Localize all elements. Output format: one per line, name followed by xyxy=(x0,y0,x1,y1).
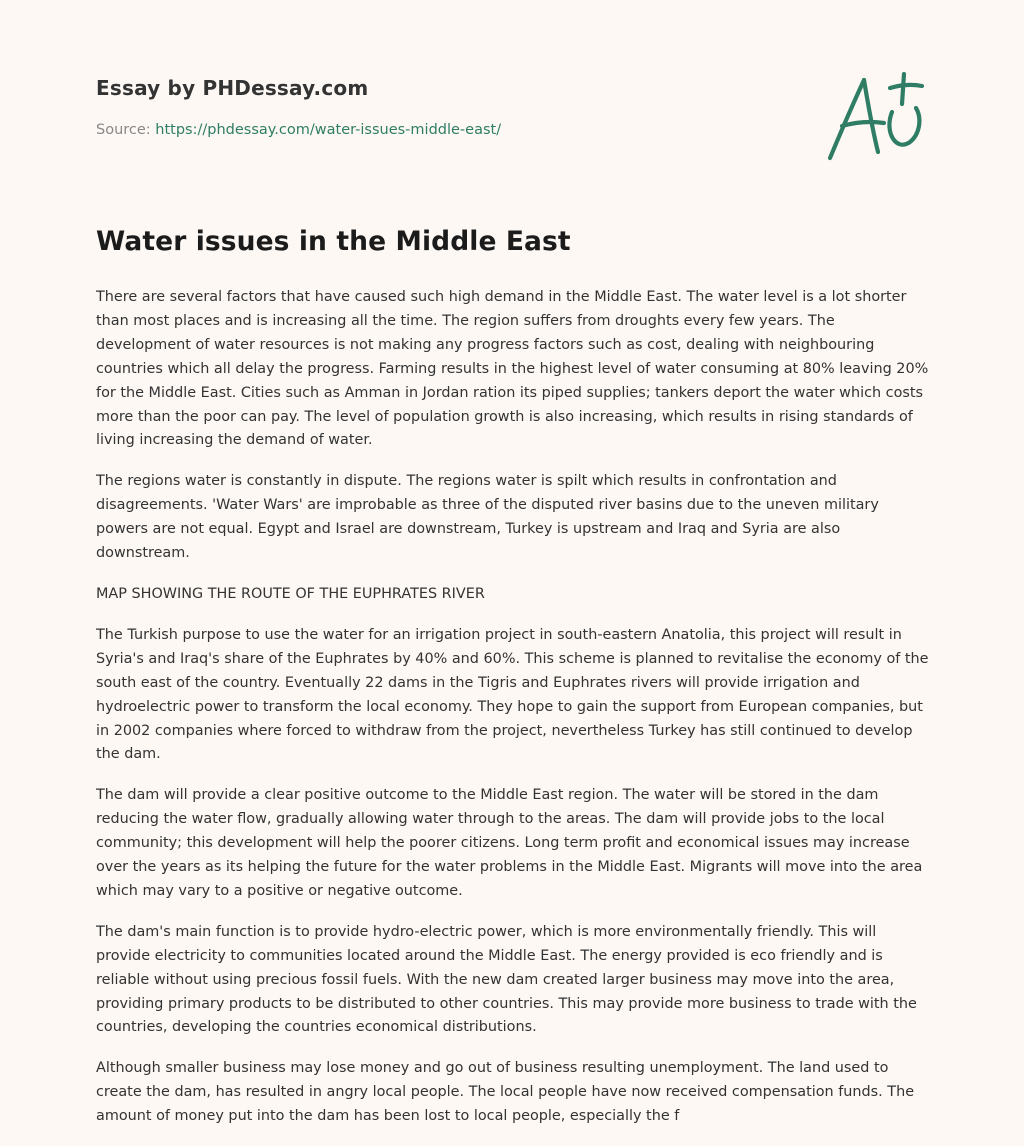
essay-paragraph: The regions water is constantly in dispute. The regions water is spilt which results in confrontation and disagreements. 'Water Wars' are improbable as three of the disputed river basins due to the uneven military powers are not equal. Egypt and Israel are downstream, Turkey is upstream and Iraq and Syria are also downstream. xyxy=(96,473,879,562)
source-link[interactable]: https://phdessay.com/water-issues-middle-east/ xyxy=(155,122,502,138)
map-caption: MAP SHOWING THE ROUTE OF THE EUPHRATES RIVER xyxy=(96,585,485,602)
essay-body xyxy=(96,286,932,1146)
source-line xyxy=(96,122,736,138)
essay-paragraph: The dam's main function is to provide hydro-electric power, which is more environmentally friendly. This will provide electricity to communities located around the Middle East. The energy provided is eco friendly and is reliable without using precious fossil fuels. With the new dam created larger business may move into the area, providing primary products to be distributed to other countries. This may provide more business to trade with the countries, developing the countries economical distributions. xyxy=(96,923,917,1036)
site-title: Essay by PHDessay.com xyxy=(96,76,369,100)
essay-paragraph: There are several factors that have caused such high demand in the Middle East. The water level is a lot shorter than most places and is increasing all the time. The region suffers from droughts every few years. The development of water resources is not making any progress factors such as cost, dealing with neighbouring countries which all delay the progress. Farming results in the highest level of water consuming at 80% leaving 20% for the Middle East. Cities such as Amman in Jordan ration its piped supplies; tankers deport the water which costs more than the poor can pay. The level of population growth is also increasing, which results in rising standards of living increasing the demand of water. xyxy=(96,289,929,449)
a-plus-logo-icon xyxy=(822,68,930,166)
page-header xyxy=(96,76,736,138)
essay-paragraph: The dam will provide a clear positive outcome to the Middle East region. The water will be stored in the dam reducing the water flow, gradually allowing water through to the areas. The dam will provide jobs to the local community; this development will help the poorer citizens. Long term profit and economical issues may increase over the years as its helping the future for the water problems in the Middle East. Migrants will move into the area which may vary to a positive or negative outcome. xyxy=(96,787,923,899)
essay-paragraph: Although smaller business may lose money and go out of business resulting unemployment. The land used to create the dam, has resulted in angry local people. The local people have now received compensation funds. The amount of money put into the dam has been lost to local people, especially the f xyxy=(96,1060,915,1125)
essay-title: Water issues in the Middle East xyxy=(96,226,571,257)
source-label: Source: xyxy=(96,122,156,138)
essay-paragraph: The Turkish purpose to use the water for an irrigation project in south-eastern Anatolia, this project will result in Syria's and Iraq's share of the Euphrates by 40% and 60%. This scheme is planned to revitalise the economy of the south east of the country. Eventually 22 dams in the Tigris and Euphrates rivers will provide irrigation and hydroelectric power to transform the local economy. They hope to gain the support from European companies, but in 2002 companies where forced to withdraw from the project, nevertheless Turkey has still continued to develop the dam. xyxy=(96,626,929,763)
